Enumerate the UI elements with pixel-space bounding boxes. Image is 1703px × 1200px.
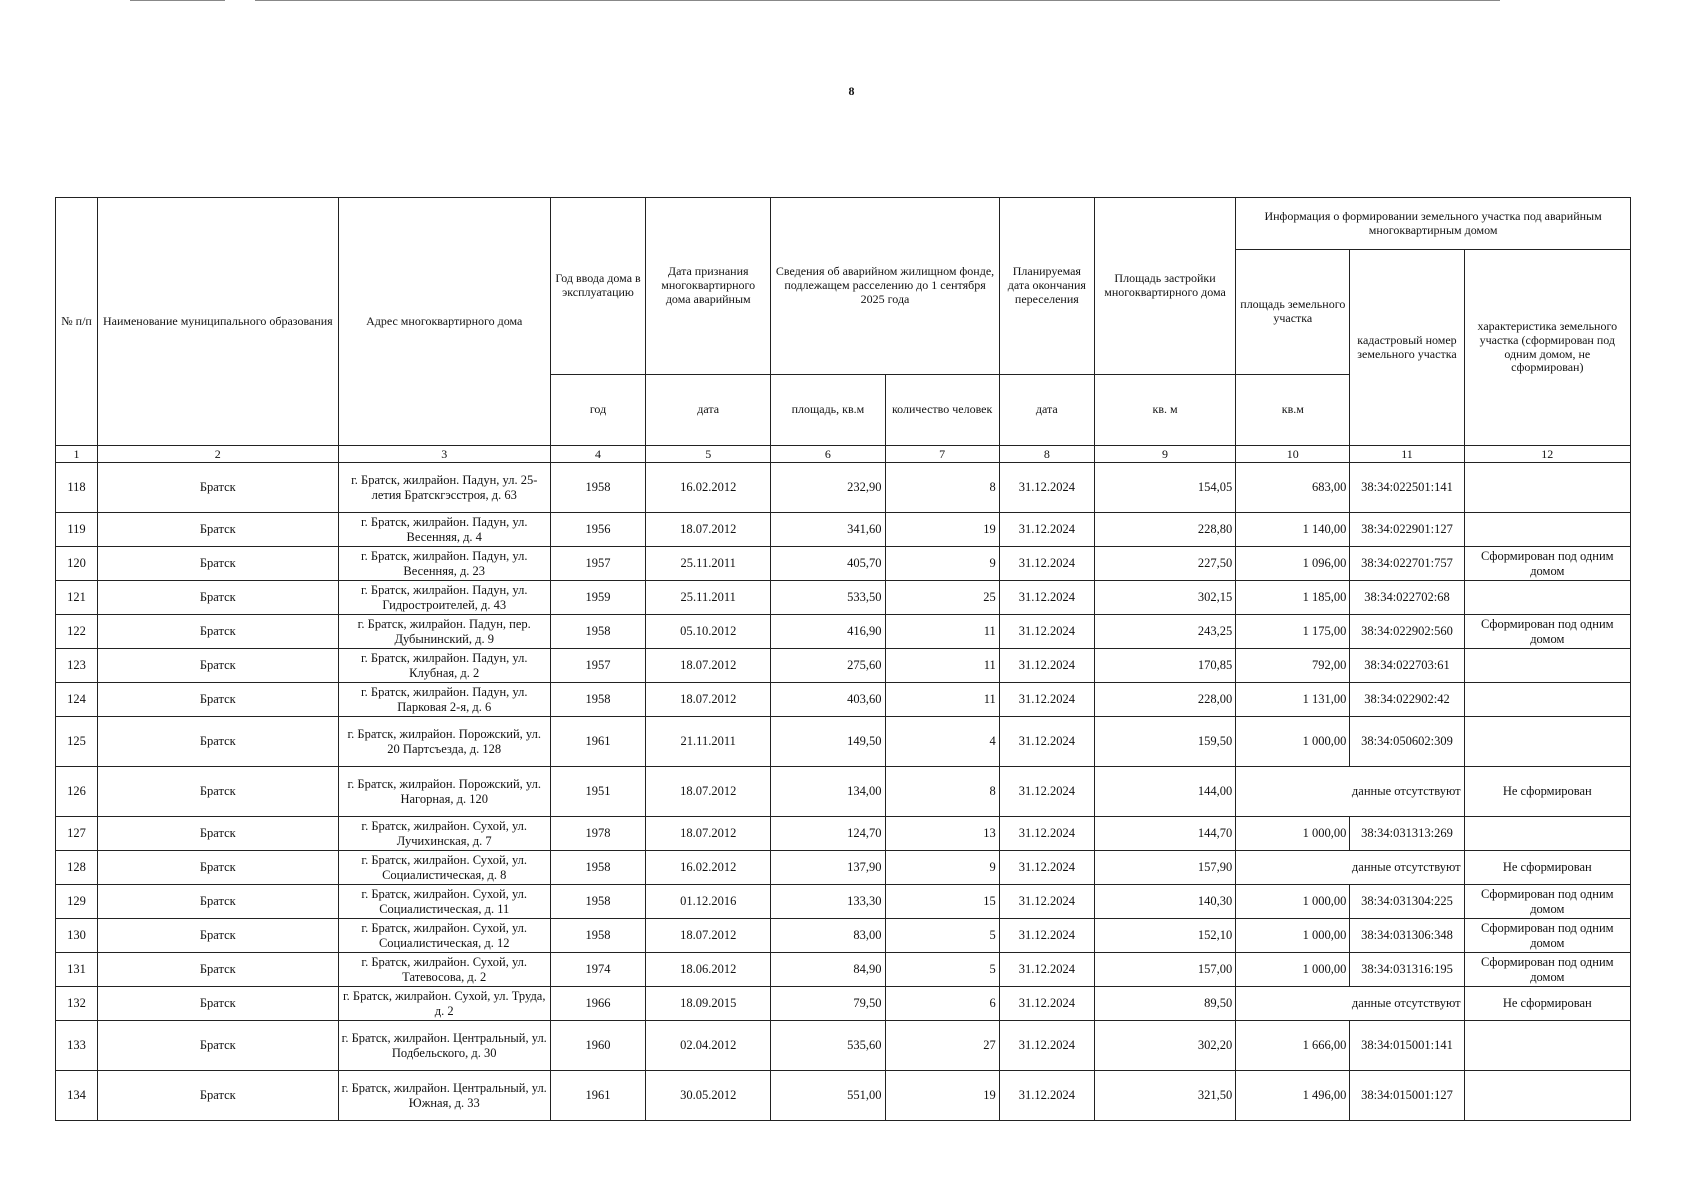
resident-count: 5 <box>885 953 999 987</box>
building-address: г. Братск, жилрайон. Сухой, ул. Труда, д. 2 <box>338 987 550 1021</box>
header-address: Адрес многоквартирного дома <box>338 198 550 446</box>
municipality-name: Братск <box>98 615 338 649</box>
land-plot-area: 1 000,00 <box>1236 817 1350 851</box>
table-row <box>56 767 1631 817</box>
column-number: 2 <box>98 446 338 463</box>
planned-resettlement-date: 31.12.2024 <box>999 1071 1094 1121</box>
column-number: 9 <box>1094 446 1235 463</box>
table-row <box>56 615 1631 649</box>
recognition-date: 21.11.2011 <box>646 717 771 767</box>
resident-count: 9 <box>885 851 999 885</box>
building-address: г. Братск, жилрайон. Центральный, ул. Подбельского, д. 30 <box>338 1021 550 1071</box>
row-number: 129 <box>56 885 98 919</box>
municipality-name: Братск <box>98 649 338 683</box>
land-plot-area: 1 000,00 <box>1236 953 1350 987</box>
land-plot-characteristic <box>1464 513 1630 547</box>
table-row <box>56 581 1631 615</box>
land-plot-characteristic: Сформирован под одним домом <box>1464 885 1630 919</box>
land-plot-area: 1 000,00 <box>1236 919 1350 953</box>
row-number: 134 <box>56 1071 98 1121</box>
building-address: г. Братск, жилрайон. Сухой, ул. Лучихинская, д. 7 <box>338 817 550 851</box>
unit-people: количество человек <box>885 375 999 446</box>
building-footprint-area: 159,50 <box>1094 717 1235 767</box>
municipality-name: Братск <box>98 953 338 987</box>
row-number: 121 <box>56 581 98 615</box>
row-number: 120 <box>56 547 98 581</box>
building-footprint-area: 302,20 <box>1094 1021 1235 1071</box>
cadastral-number: 38:34:022902:42 <box>1350 683 1464 717</box>
land-plot-area: 1 096,00 <box>1236 547 1350 581</box>
building-address: г. Братск, жилрайон. Падун, ул. 25-летия Братскгэсстроя, д. 63 <box>338 463 550 513</box>
cadastral-number: 38:34:015001:127 <box>1350 1071 1464 1121</box>
column-number: 1 <box>56 446 98 463</box>
row-number: 131 <box>56 953 98 987</box>
recognition-date: 18.07.2012 <box>646 919 771 953</box>
building-footprint-area: 144,00 <box>1094 767 1235 817</box>
header-planned-date: Планируемая дата окончания переселения <box>999 198 1094 375</box>
commission-year: 1958 <box>550 615 645 649</box>
emergency-area: 83,00 <box>771 919 885 953</box>
recognition-date: 01.12.2016 <box>646 885 771 919</box>
building-address: г. Братск, жилрайон. Центральный, ул. Южная, д. 33 <box>338 1071 550 1121</box>
land-plot-area: 1 000,00 <box>1236 885 1350 919</box>
row-number: 133 <box>56 1021 98 1071</box>
emergency-area: 275,60 <box>771 649 885 683</box>
building-footprint-area: 157,00 <box>1094 953 1235 987</box>
row-number: 132 <box>56 987 98 1021</box>
land-plot-characteristic: Не сформирован <box>1464 767 1630 817</box>
header-characteristic: характеристика земельного участка (сформирован под одним домом, не сформирован) <box>1464 250 1630 446</box>
table-row <box>56 649 1631 683</box>
planned-resettlement-date: 31.12.2024 <box>999 717 1094 767</box>
column-number: 11 <box>1350 446 1464 463</box>
unit-planned-date: дата <box>999 375 1094 446</box>
emergency-area: 84,90 <box>771 953 885 987</box>
row-number: 127 <box>56 817 98 851</box>
table-row <box>56 683 1631 717</box>
recognition-date: 05.10.2012 <box>646 615 771 649</box>
emergency-area: 533,50 <box>771 581 885 615</box>
row-number: 126 <box>56 767 98 817</box>
land-plot-characteristic <box>1464 817 1630 851</box>
row-number: 118 <box>56 463 98 513</box>
municipality-name: Братск <box>98 581 338 615</box>
planned-resettlement-date: 31.12.2024 <box>999 513 1094 547</box>
commission-year: 1961 <box>550 717 645 767</box>
municipality-name: Братск <box>98 683 338 717</box>
building-footprint-area: 144,70 <box>1094 817 1235 851</box>
table-row <box>56 817 1631 851</box>
planned-resettlement-date: 31.12.2024 <box>999 463 1094 513</box>
planned-resettlement-date: 31.12.2024 <box>999 953 1094 987</box>
land-data-missing: данные отсутствуют <box>1236 851 1464 885</box>
municipality-name: Братск <box>98 717 338 767</box>
planned-resettlement-date: 31.12.2024 <box>999 885 1094 919</box>
land-plot-characteristic: Сформирован под одним домом <box>1464 547 1630 581</box>
building-footprint-area: 228,80 <box>1094 513 1235 547</box>
building-address: г. Братск, жилрайон. Сухой, ул. Социалистическая, д. 8 <box>338 851 550 885</box>
cadastral-number: 38:34:022902:560 <box>1350 615 1464 649</box>
recognition-date: 16.02.2012 <box>646 851 771 885</box>
land-plot-characteristic: Сформирован под одним домом <box>1464 919 1630 953</box>
cadastral-number: 38:34:031313:269 <box>1350 817 1464 851</box>
recognition-date: 30.05.2012 <box>646 1071 771 1121</box>
planned-resettlement-date: 31.12.2024 <box>999 581 1094 615</box>
resident-count: 15 <box>885 885 999 919</box>
recognition-date: 18.06.2012 <box>646 953 771 987</box>
municipality-name: Братск <box>98 919 338 953</box>
emergency-area: 133,30 <box>771 885 885 919</box>
planned-resettlement-date: 31.12.2024 <box>999 547 1094 581</box>
land-plot-area: 1 666,00 <box>1236 1021 1350 1071</box>
recognition-date: 18.09.2015 <box>646 987 771 1021</box>
row-number: 122 <box>56 615 98 649</box>
commission-year: 1961 <box>550 1071 645 1121</box>
commission-year: 1958 <box>550 463 645 513</box>
header-recognition-date: Дата признания многоквартирного дома аварийным <box>646 198 771 375</box>
recognition-date: 18.07.2012 <box>646 817 771 851</box>
planned-resettlement-date: 31.12.2024 <box>999 615 1094 649</box>
column-number: 12 <box>1464 446 1630 463</box>
cadastral-number: 38:34:050602:309 <box>1350 717 1464 767</box>
scan-artifact-line <box>130 0 225 1</box>
resident-count: 11 <box>885 649 999 683</box>
page-number: 8 <box>848 84 855 98</box>
land-plot-characteristic: Сформирован под одним домом <box>1464 615 1630 649</box>
building-address: г. Братск, жилрайон. Падун, ул. Весенняя, д. 4 <box>338 513 550 547</box>
cadastral-number: 38:34:022703:61 <box>1350 649 1464 683</box>
table-row <box>56 1021 1631 1071</box>
unit-land-area: кв.м <box>1236 375 1350 446</box>
resident-count: 19 <box>885 513 999 547</box>
land-plot-characteristic <box>1464 581 1630 615</box>
building-footprint-area: 243,25 <box>1094 615 1235 649</box>
building-footprint-area: 89,50 <box>1094 987 1235 1021</box>
commission-year: 1978 <box>550 817 645 851</box>
unit-building-area: кв. м <box>1094 375 1235 446</box>
table-row <box>56 851 1631 885</box>
column-number: 6 <box>771 446 885 463</box>
resident-count: 6 <box>885 987 999 1021</box>
resident-count: 8 <box>885 767 999 817</box>
resident-count: 19 <box>885 1071 999 1121</box>
building-footprint-area: 302,15 <box>1094 581 1235 615</box>
building-address: г. Братск, жилрайон. Сухой, ул. Социалистическая, д. 12 <box>338 919 550 953</box>
header-cadastral: кадастровый номер земельного участка <box>1350 250 1464 446</box>
column-number: 5 <box>646 446 771 463</box>
recognition-date: 18.07.2012 <box>646 513 771 547</box>
cadastral-number: 38:34:022701:757 <box>1350 547 1464 581</box>
commission-year: 1959 <box>550 581 645 615</box>
commission-year: 1960 <box>550 1021 645 1071</box>
recognition-date: 02.04.2012 <box>646 1021 771 1071</box>
land-plot-characteristic <box>1464 1021 1630 1071</box>
land-plot-area: 1 185,00 <box>1236 581 1350 615</box>
planned-resettlement-date: 31.12.2024 <box>999 851 1094 885</box>
cadastral-number: 38:34:022501:141 <box>1350 463 1464 513</box>
header-num: № п/п <box>56 198 98 446</box>
resident-count: 13 <box>885 817 999 851</box>
building-footprint-area: 140,30 <box>1094 885 1235 919</box>
emergency-area: 137,90 <box>771 851 885 885</box>
emergency-area: 124,70 <box>771 817 885 851</box>
land-plot-characteristic: Не сформирован <box>1464 987 1630 1021</box>
building-address: г. Братск, жилрайон. Порожский, ул. 20 Партсъезда, д. 128 <box>338 717 550 767</box>
commission-year: 1951 <box>550 767 645 817</box>
row-number: 130 <box>56 919 98 953</box>
column-number: 8 <box>999 446 1094 463</box>
municipality-name: Братск <box>98 885 338 919</box>
commission-year: 1974 <box>550 953 645 987</box>
table-row <box>56 953 1631 987</box>
planned-resettlement-date: 31.12.2024 <box>999 817 1094 851</box>
land-plot-characteristic <box>1464 649 1630 683</box>
recognition-date: 25.11.2011 <box>646 547 771 581</box>
cadastral-number: 38:34:022901:127 <box>1350 513 1464 547</box>
header-land-info: Информация о формировании земельного участка под аварийным многоквартирным домом <box>1236 198 1631 250</box>
land-plot-area: 683,00 <box>1236 463 1350 513</box>
planned-resettlement-date: 31.12.2024 <box>999 987 1094 1021</box>
recognition-date: 18.07.2012 <box>646 649 771 683</box>
planned-resettlement-date: 31.12.2024 <box>999 683 1094 717</box>
municipality-name: Братск <box>98 767 338 817</box>
column-number: 10 <box>1236 446 1350 463</box>
resident-count: 25 <box>885 581 999 615</box>
planned-resettlement-date: 31.12.2024 <box>999 767 1094 817</box>
resident-count: 4 <box>885 717 999 767</box>
emergency-area: 149,50 <box>771 717 885 767</box>
column-number: 3 <box>338 446 550 463</box>
land-plot-characteristic: Не сформирован <box>1464 851 1630 885</box>
resettlement-table <box>55 197 1631 1121</box>
building-footprint-area: 227,50 <box>1094 547 1235 581</box>
column-number-row <box>56 446 1631 463</box>
resident-count: 27 <box>885 1021 999 1071</box>
table-row <box>56 463 1631 513</box>
municipality-name: Братск <box>98 851 338 885</box>
emergency-area: 551,00 <box>771 1071 885 1121</box>
land-plot-characteristic <box>1464 463 1630 513</box>
building-footprint-area: 152,10 <box>1094 919 1235 953</box>
scan-artifact-line <box>255 0 1500 1</box>
land-data-missing: данные отсутствуют <box>1236 767 1464 817</box>
emergency-area: 79,50 <box>771 987 885 1021</box>
commission-year: 1957 <box>550 547 645 581</box>
land-plot-characteristic <box>1464 683 1630 717</box>
emergency-area: 403,60 <box>771 683 885 717</box>
building-address: г. Братск, жилрайон. Порожский, ул. Нагорная, д. 120 <box>338 767 550 817</box>
building-address: г. Братск, жилрайон. Падун, ул. Клубная, д. 2 <box>338 649 550 683</box>
header-building-area: Площадь застройки многоквартирного дома <box>1094 198 1235 375</box>
table-row <box>56 919 1631 953</box>
resident-count: 8 <box>885 463 999 513</box>
cadastral-number: 38:34:031304:225 <box>1350 885 1464 919</box>
planned-resettlement-date: 31.12.2024 <box>999 919 1094 953</box>
row-number: 128 <box>56 851 98 885</box>
building-address: г. Братск, жилрайон. Сухой, ул. Татевосова, д. 2 <box>338 953 550 987</box>
municipality-name: Братск <box>98 513 338 547</box>
planned-resettlement-date: 31.12.2024 <box>999 1021 1094 1071</box>
table-row <box>56 717 1631 767</box>
row-number: 119 <box>56 513 98 547</box>
column-number: 7 <box>885 446 999 463</box>
recognition-date: 25.11.2011 <box>646 581 771 615</box>
resident-count: 9 <box>885 547 999 581</box>
municipality-name: Братск <box>98 1021 338 1071</box>
cadastral-number: 38:34:015001:141 <box>1350 1021 1464 1071</box>
municipality-name: Братск <box>98 987 338 1021</box>
municipality-name: Братск <box>98 1071 338 1121</box>
building-footprint-area: 154,05 <box>1094 463 1235 513</box>
land-plot-area: 1 000,00 <box>1236 717 1350 767</box>
recognition-date: 16.02.2012 <box>646 463 771 513</box>
municipality-name: Братск <box>98 817 338 851</box>
header-land-area: площадь земельного участка <box>1236 250 1350 375</box>
table-row <box>56 987 1631 1021</box>
land-plot-characteristic <box>1464 1071 1630 1121</box>
emergency-area: 416,90 <box>771 615 885 649</box>
building-footprint-area: 157,90 <box>1094 851 1235 885</box>
land-plot-area: 792,00 <box>1236 649 1350 683</box>
table-row <box>56 1071 1631 1121</box>
cadastral-number: 38:34:022702:68 <box>1350 581 1464 615</box>
row-number: 123 <box>56 649 98 683</box>
building-footprint-area: 170,85 <box>1094 649 1235 683</box>
commission-year: 1957 <box>550 649 645 683</box>
resident-count: 5 <box>885 919 999 953</box>
table-row <box>56 547 1631 581</box>
emergency-area: 535,60 <box>771 1021 885 1071</box>
table-row <box>56 513 1631 547</box>
commission-year: 1966 <box>550 987 645 1021</box>
resident-count: 11 <box>885 683 999 717</box>
land-plot-characteristic <box>1464 717 1630 767</box>
commission-year: 1958 <box>550 851 645 885</box>
commission-year: 1958 <box>550 919 645 953</box>
recognition-date: 18.07.2012 <box>646 683 771 717</box>
commission-year: 1956 <box>550 513 645 547</box>
building-footprint-area: 228,00 <box>1094 683 1235 717</box>
building-footprint-area: 321,50 <box>1094 1071 1235 1121</box>
header-fund-info: Сведения об аварийном жилищном фонде, подлежащем расселению до 1 сентября 2025 года <box>771 198 999 375</box>
building-address: г. Братск, жилрайон. Падун, ул. Парковая 2-я, д. 6 <box>338 683 550 717</box>
emergency-area: 341,60 <box>771 513 885 547</box>
commission-year: 1958 <box>550 885 645 919</box>
unit-year: год <box>550 375 645 446</box>
table-body <box>56 463 1631 1121</box>
row-number: 124 <box>56 683 98 717</box>
cadastral-number: 38:34:031306:348 <box>1350 919 1464 953</box>
building-address: г. Братск, жилрайон. Падун, ул. Весенняя, д. 23 <box>338 547 550 581</box>
land-plot-area: 1 496,00 <box>1236 1071 1350 1121</box>
resident-count: 11 <box>885 615 999 649</box>
commission-year: 1958 <box>550 683 645 717</box>
land-plot-area: 1 140,00 <box>1236 513 1350 547</box>
municipality-name: Братск <box>98 547 338 581</box>
row-number: 125 <box>56 717 98 767</box>
recognition-date: 18.07.2012 <box>646 767 771 817</box>
building-address: г. Братск, жилрайон. Сухой, ул. Социалистическая, д. 11 <box>338 885 550 919</box>
header-municipality: Наименование муниципального образования <box>98 198 338 446</box>
building-address: г. Братск, жилрайон. Падун, ул. Гидростроителей, д. 43 <box>338 581 550 615</box>
header-year: Год ввода дома в эксплуатацию <box>550 198 645 375</box>
land-plot-area: 1 131,00 <box>1236 683 1350 717</box>
emergency-area: 134,00 <box>771 767 885 817</box>
table-row <box>56 885 1631 919</box>
unit-date: дата <box>646 375 771 446</box>
municipality-name: Братск <box>98 463 338 513</box>
land-plot-characteristic: Сформирован под одним домом <box>1464 953 1630 987</box>
unit-area: площадь, кв.м <box>771 375 885 446</box>
building-address: г. Братск, жилрайон. Падун, пер. Дубынинский, д. 9 <box>338 615 550 649</box>
land-data-missing: данные отсутствуют <box>1236 987 1464 1021</box>
cadastral-number: 38:34:031316:195 <box>1350 953 1464 987</box>
emergency-area: 232,90 <box>771 463 885 513</box>
planned-resettlement-date: 31.12.2024 <box>999 649 1094 683</box>
column-number: 4 <box>550 446 645 463</box>
land-plot-area: 1 175,00 <box>1236 615 1350 649</box>
emergency-area: 405,70 <box>771 547 885 581</box>
